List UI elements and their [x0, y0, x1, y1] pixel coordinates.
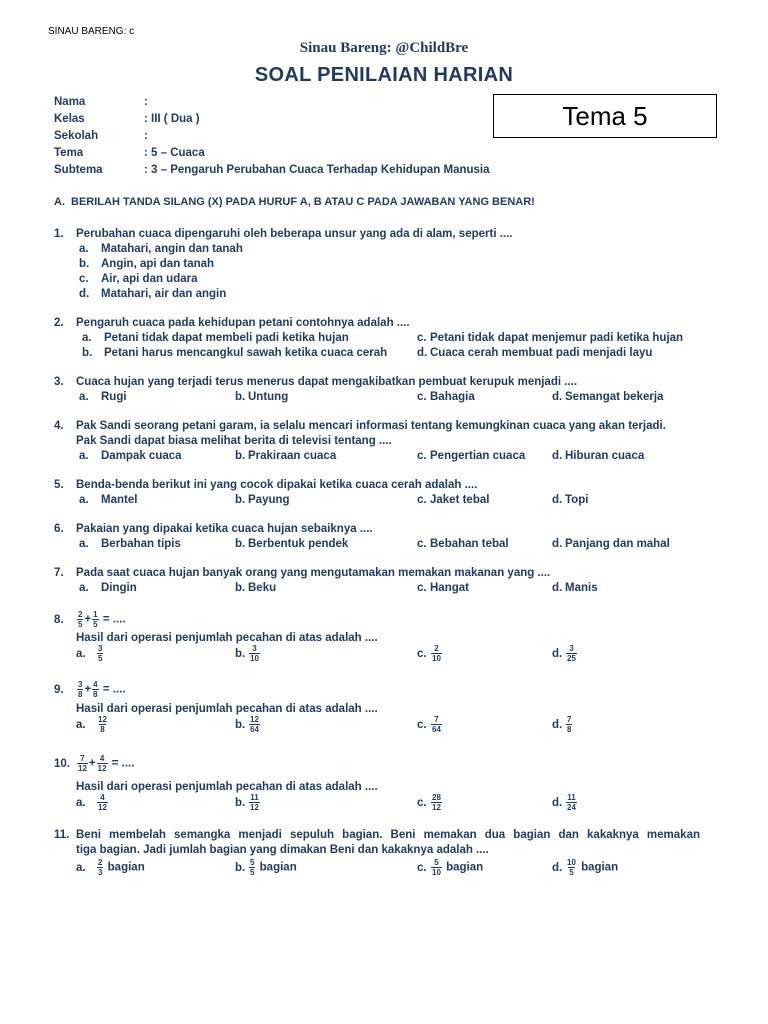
- option[interactable]: [82, 346, 387, 361]
- denominator: 8: [78, 690, 83, 699]
- option-letter: c.: [417, 494, 427, 506]
- denominator: 10: [250, 654, 259, 663]
- option-letter: c.: [417, 332, 427, 344]
- option-text: Hiburan cuaca: [565, 450, 645, 462]
- numerator: 3: [252, 644, 257, 653]
- fraction: [566, 715, 572, 734]
- identity-row-subtema: [54, 162, 490, 179]
- question-stem: Pengaruh cuaca pada kehidupan petani contohnya adalah ....: [76, 317, 410, 329]
- option-letter: b.: [235, 538, 246, 550]
- identity-label: Nama: [54, 96, 86, 108]
- option[interactable]: [552, 715, 573, 734]
- question-number: 3.: [54, 376, 64, 388]
- option-letter: c.: [417, 391, 427, 403]
- option-text: Angin, api dan tanah: [101, 258, 215, 270]
- question-stem: Pak Sandi seorang petani garam, ia selalu mencari informasi tentang kemungkinan cuaca yang akan terjadi.: [76, 420, 666, 432]
- option[interactable]: [79, 493, 137, 508]
- denominator: 5: [78, 620, 83, 629]
- option-letter: b.: [235, 647, 246, 660]
- option-letter: d.: [552, 861, 563, 874]
- option-text: Semangat bekerja: [565, 391, 664, 403]
- fraction: [566, 793, 577, 812]
- fraction: [97, 793, 108, 812]
- fraction: [566, 644, 577, 663]
- denominator: 12: [432, 803, 441, 812]
- identity-label: Kelas: [54, 113, 85, 125]
- question-stem: Hasil dari operasi penjumlah pecahan di atas adalah ....: [76, 703, 378, 715]
- plus-sign: +: [84, 683, 92, 696]
- option[interactable]: [76, 793, 109, 812]
- option-letter: c.: [79, 273, 89, 285]
- question-stem: Pakaian yang dipakai ketika cuaca hujan sebaiknya ....: [76, 523, 373, 535]
- option[interactable]: [417, 858, 483, 877]
- fraction: [77, 680, 83, 699]
- identity-row-nama: [54, 94, 490, 111]
- identity-label: Tema: [54, 147, 84, 159]
- identity-row-kelas: [54, 111, 490, 128]
- numerator: 3: [569, 644, 574, 653]
- option-text: Payung: [248, 494, 290, 506]
- denominator: 5: [250, 868, 255, 877]
- fraction: [249, 644, 260, 663]
- numerator: 10: [567, 858, 576, 867]
- fraction: [92, 680, 98, 699]
- question-stem: Beni membelah semangka menjadi sepuluh bagian. Beni memakan dua bagian dan kakaknya memakan: [76, 829, 700, 841]
- option[interactable]: [552, 644, 578, 663]
- numerator: 2: [98, 858, 103, 867]
- option[interactable]: [82, 331, 349, 346]
- option-letter: a.: [79, 538, 89, 550]
- question-stem: Cuaca hujan yang terjadi terus menerus dapat mengakibatkan pembuat kerupuk menjadi ....: [76, 376, 578, 388]
- option[interactable]: [552, 449, 644, 464]
- option-text: Air, api dan udara: [101, 273, 198, 285]
- fraction-expression: [76, 680, 126, 699]
- option[interactable]: [417, 493, 489, 508]
- option-letter: a.: [79, 450, 89, 462]
- option-text: Petani harus mencangkul sawah ketika cuaca cerah: [104, 347, 388, 359]
- numerator: 12: [98, 715, 107, 724]
- option-suffix: bagian: [446, 861, 484, 874]
- option-letter: c.: [417, 450, 427, 462]
- question-stem: Pada saat cuaca hujan banyak orang yang mengutamakan memakan makanan yang ....: [76, 567, 551, 579]
- option-letter: b.: [235, 391, 246, 403]
- option[interactable]: [552, 793, 578, 812]
- fraction: [97, 754, 108, 773]
- option-suffix: bagian: [107, 861, 145, 874]
- option-letter: c.: [417, 582, 427, 594]
- option[interactable]: [79, 257, 214, 272]
- option-letter: a.: [76, 647, 86, 660]
- denominator: 8: [567, 725, 572, 734]
- option[interactable]: [79, 390, 127, 405]
- fraction: [249, 715, 260, 734]
- option[interactable]: [76, 858, 145, 877]
- numerator: 12: [250, 715, 259, 724]
- numerator: 2: [78, 610, 83, 619]
- denominator: 5: [93, 620, 98, 629]
- question-number: 7.: [54, 567, 64, 579]
- option-letter: b.: [235, 494, 246, 506]
- option-text: Matahari, angin dan tanah: [101, 243, 243, 255]
- page-title: SOAL PENILAIAN HARIAN: [254, 64, 514, 86]
- option[interactable]: [79, 449, 182, 464]
- option[interactable]: [235, 715, 261, 734]
- option[interactable]: [76, 715, 109, 734]
- option[interactable]: [552, 390, 663, 405]
- option-text: Jaket tebal: [430, 494, 490, 506]
- option[interactable]: [417, 537, 509, 552]
- section-letter: A.: [54, 196, 65, 208]
- question-stem: Perubahan cuaca dipengaruhi oleh beberapa unsur yang ada di alam, seperti ....: [76, 228, 513, 240]
- option-letter: d.: [552, 582, 563, 594]
- option-letter: c.: [417, 718, 427, 731]
- option-letter: c.: [417, 538, 427, 550]
- option[interactable]: [235, 793, 261, 812]
- identity-label: Subtema: [54, 164, 103, 176]
- option-letter: a.: [82, 332, 92, 344]
- denominator: 24: [567, 803, 576, 812]
- fraction: [249, 793, 260, 812]
- option-text: Topi: [565, 494, 589, 506]
- fraction: [431, 644, 442, 663]
- numerator: 4: [99, 754, 105, 763]
- plus-sign: +: [84, 613, 92, 626]
- identity-value: : 3 – Pengaruh Perubahan Cuaca Terhadap Kehidupan Manusia: [144, 164, 490, 176]
- numerator: 7: [80, 754, 85, 763]
- page-subtitle: Sinau Bareng: @ChildBre: [299, 40, 469, 56]
- fraction: [92, 610, 98, 629]
- question-number: 8.: [54, 614, 64, 626]
- fraction: [566, 858, 577, 877]
- option-text: Cuaca cerah membuat padi menjadi layu: [430, 347, 653, 359]
- numerator: 28: [432, 793, 441, 802]
- option[interactable]: [235, 644, 261, 663]
- numerator: 5: [434, 858, 439, 867]
- equals-text: = ....: [102, 683, 126, 696]
- option-letter: d.: [552, 718, 563, 731]
- denominator: 5: [569, 868, 574, 877]
- fraction: [97, 644, 103, 663]
- question-stem: Pak Sandi dapat biasa melihat berita di televisi tentang ....: [76, 435, 392, 447]
- option[interactable]: [79, 272, 198, 287]
- question-stem: tiga bagian. Jadi jumlah bagian yang dimakan Beni dan kakaknya adalah ....: [76, 844, 489, 856]
- question-number: 9.: [54, 684, 64, 696]
- denominator: 5: [98, 654, 103, 663]
- fraction: [97, 715, 108, 734]
- option-letter: c.: [417, 861, 427, 874]
- denominator: 64: [432, 725, 441, 734]
- option[interactable]: [235, 449, 336, 464]
- denominator: 12: [250, 803, 259, 812]
- question-stem: Hasil dari operasi penjumlah pecahan di atas adalah ....: [76, 781, 378, 793]
- numerator: 4: [100, 793, 105, 802]
- option[interactable]: [235, 581, 276, 596]
- option-letter: a.: [76, 796, 86, 809]
- option[interactable]: [417, 793, 443, 812]
- identity-block: [54, 94, 490, 179]
- option-text: Panjang dan mahal: [565, 538, 670, 550]
- denominator: 12: [78, 764, 87, 773]
- option[interactable]: [417, 390, 475, 405]
- equals-text: = ....: [111, 757, 135, 770]
- option-text: Pengertian cuaca: [430, 450, 526, 462]
- option-letter: d.: [552, 538, 563, 550]
- option[interactable]: [79, 287, 226, 302]
- fraction: [77, 754, 88, 773]
- option-text: Dingin: [101, 582, 137, 594]
- option-letter: d.: [552, 494, 563, 506]
- option-letter: b.: [82, 347, 93, 359]
- header-note: SINAU BARENG: c: [48, 26, 135, 37]
- identity-row-tema: [54, 145, 490, 162]
- option[interactable]: [417, 331, 683, 346]
- option[interactable]: [79, 537, 181, 552]
- option-text: Beku: [248, 582, 277, 594]
- question-number: 2.: [54, 317, 64, 329]
- option[interactable]: [79, 581, 137, 596]
- numerator: 5: [250, 858, 255, 867]
- numerator: 11: [567, 793, 576, 802]
- question-number: 6.: [54, 523, 64, 535]
- plus-sign: +: [88, 757, 96, 770]
- option-letter: b.: [79, 258, 90, 270]
- option-letter: b.: [235, 718, 246, 731]
- option[interactable]: [417, 346, 652, 361]
- numerator: 1: [93, 610, 98, 619]
- option-suffix: bagian: [581, 861, 619, 874]
- denominator: 8: [100, 725, 105, 734]
- numerator: 7: [567, 715, 572, 724]
- numerator: 11: [250, 793, 259, 802]
- fraction: [431, 793, 442, 812]
- identity-value: :: [144, 130, 148, 142]
- instruction-text: BERILAH TANDA SILANG (X) PADA HURUF A, B ATAU C PADA JAWABAN YANG BENAR!: [71, 196, 535, 208]
- denominator: 10: [432, 654, 441, 663]
- option-text: Berbahan tipis: [101, 538, 181, 550]
- question-stem: Hasil dari operasi penjumlah pecahan di atas adalah ....: [76, 632, 378, 644]
- fraction: [431, 858, 442, 877]
- option-text: Matahari, air dan angin: [101, 288, 227, 300]
- option-text: Dampak cuaca: [101, 450, 182, 462]
- option[interactable]: [552, 537, 670, 552]
- fraction: [249, 858, 255, 877]
- numerator: 3: [78, 680, 83, 689]
- option-letter: b.: [235, 861, 246, 874]
- option[interactable]: [417, 449, 525, 464]
- option-text: Petani tidak dapat membeli padi ketika hujan: [104, 332, 349, 344]
- question-stem: Benda-benda berikut ini yang cocok dipakai ketika cuaca cerah adalah ....: [76, 479, 478, 491]
- identity-value: : 5 – Cuaca: [144, 147, 205, 159]
- question-number: 10.: [54, 758, 70, 770]
- option[interactable]: [235, 493, 290, 508]
- option-letter: a.: [76, 718, 86, 731]
- option[interactable]: [76, 644, 104, 663]
- option[interactable]: [552, 858, 618, 877]
- option-text: Berbentuk pendek: [248, 538, 349, 550]
- option-letter: d.: [79, 288, 90, 300]
- denominator: 25: [567, 654, 576, 663]
- question-number: 5.: [54, 479, 64, 491]
- option-letter: a.: [79, 243, 89, 255]
- identity-label: Sekolah: [54, 130, 99, 142]
- option-text: Hangat: [430, 582, 469, 594]
- option[interactable]: [235, 390, 288, 405]
- fraction: [431, 715, 442, 734]
- denominator: 12: [98, 803, 107, 812]
- option-text: Manis: [565, 582, 598, 594]
- denominator: 10: [432, 868, 441, 877]
- identity-value: : III ( Dua ): [144, 113, 200, 125]
- numerator: 4: [93, 680, 98, 689]
- fraction-expression: [76, 610, 126, 629]
- option-suffix: bagian: [259, 861, 297, 874]
- option-letter: d.: [552, 796, 563, 809]
- option[interactable]: [417, 581, 469, 596]
- identity-row-sekolah: [54, 128, 490, 145]
- option[interactable]: [552, 493, 588, 508]
- denominator: 8: [93, 690, 98, 699]
- option-text: Bebahan tebal: [430, 538, 509, 550]
- option[interactable]: [417, 644, 443, 663]
- numerator: 2: [434, 644, 439, 653]
- option-letter: a.: [76, 861, 86, 874]
- option-text: Mantel: [101, 494, 138, 506]
- option-letter: a.: [79, 391, 89, 403]
- option-letter: b.: [235, 450, 246, 462]
- option[interactable]: [235, 537, 348, 552]
- fraction-expression: [76, 754, 134, 773]
- option-text: Bahagia: [430, 391, 475, 403]
- question-number: 1.: [54, 228, 64, 240]
- denominator: 12: [97, 764, 107, 773]
- option-letter: d.: [552, 647, 563, 660]
- tema-box: Tema 5: [493, 94, 717, 138]
- question-number: 4.: [54, 420, 64, 432]
- fraction: [97, 858, 103, 877]
- question-number: 11.: [54, 829, 70, 841]
- numerator: 7: [434, 715, 439, 724]
- option[interactable]: [235, 858, 297, 877]
- equals-text: = ....: [102, 613, 126, 626]
- option[interactable]: [552, 581, 598, 596]
- option-text: Rugi: [101, 391, 127, 403]
- option-letter: c.: [417, 647, 427, 660]
- option-letter: b.: [235, 796, 246, 809]
- option-letter: d.: [417, 347, 428, 359]
- option[interactable]: [79, 242, 243, 257]
- option-text: Prakiraan cuaca: [248, 450, 337, 462]
- identity-value: :: [144, 96, 148, 108]
- numerator: 3: [98, 644, 103, 653]
- option-text: Untung: [248, 391, 289, 403]
- option-letter: a.: [79, 582, 89, 594]
- option[interactable]: [417, 715, 443, 734]
- denominator: 3: [98, 868, 103, 877]
- option-letter: a.: [79, 494, 89, 506]
- option-letter: d.: [552, 450, 563, 462]
- fraction: [77, 610, 83, 629]
- section-instruction: [54, 196, 535, 208]
- option-letter: c.: [417, 796, 427, 809]
- option-letter: d.: [552, 391, 563, 403]
- option-text: Petani tidak dapat menjemur padi ketika hujan: [430, 332, 684, 344]
- denominator: 64: [250, 725, 259, 734]
- option-letter: b.: [235, 582, 246, 594]
